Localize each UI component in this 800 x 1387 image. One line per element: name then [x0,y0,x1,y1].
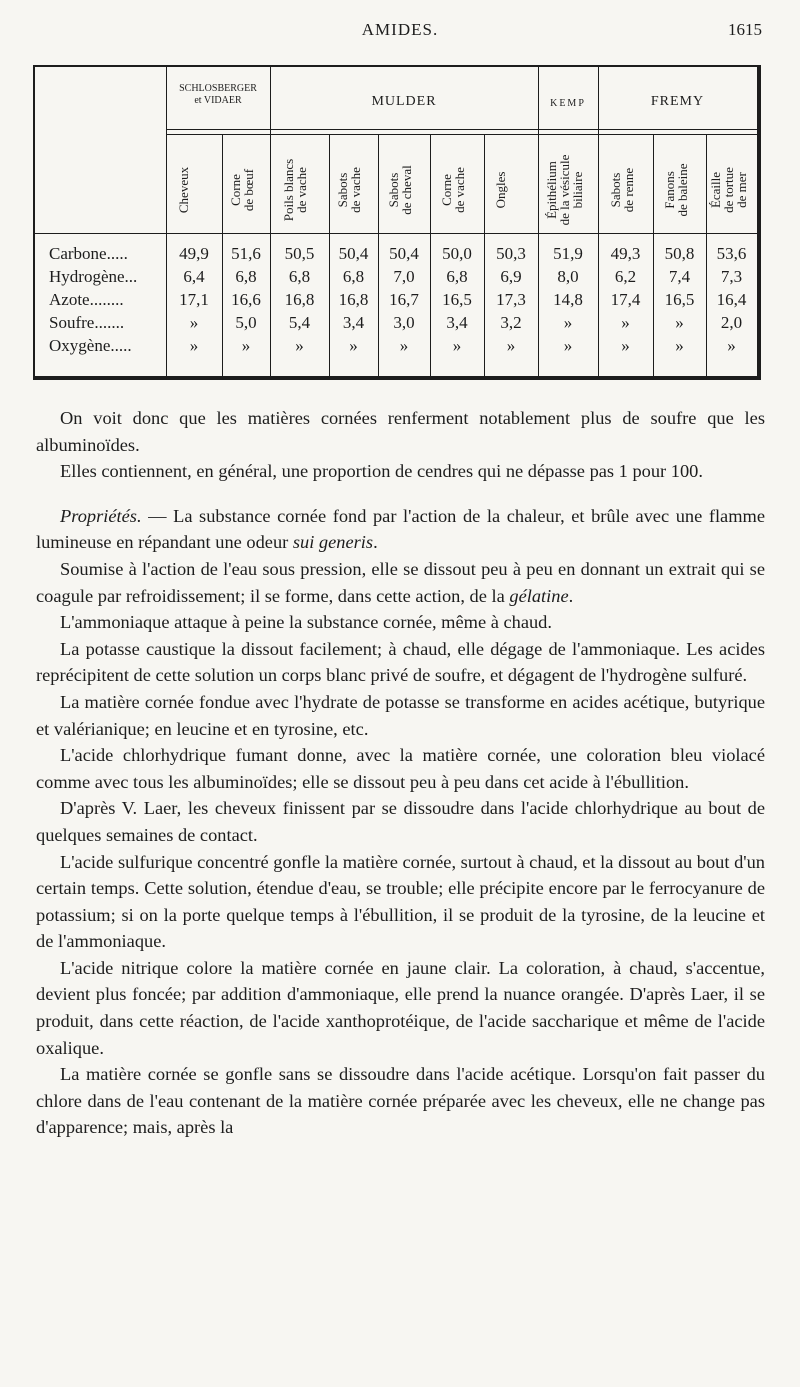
table-cell: 3,2 [500,313,522,332]
col-header-cheveux: Cheveux [176,166,191,214]
table-cell: 53,6 [716,244,747,263]
col-header-fanons-baleine: Fanons de baleine [662,163,690,217]
table-cell: » [727,336,736,355]
table-cell: » [621,313,630,332]
table-cell: 6,9 [500,267,522,286]
table-cell: 50,0 [442,244,472,263]
table-cell: 16,5 [664,290,695,309]
table-cell: 6,2 [614,267,637,286]
table-cell: » [295,336,304,355]
table-cell: » [399,336,409,355]
group-mulder: MULDER [371,94,437,109]
table-cell: 50,8 [664,244,695,263]
group-kemp: KEMP [550,98,586,109]
paragraph: Soumise à l'action de l'eau sous pression, elle se dissout peu à peu en donnant un extrait qui se coagule par refroidissement; il se forme, dans cette action, de la gélatine. [36,558,765,606]
paragraph: L'acide nitrique colore la matière cornée en jaune clair. La coloration, à chaud, s'accentue, devient plus foncée; par addition d'ammoniaque, elle prend la nuance orangée. D'après Laer, il se produit, dans cette réaction, de l'acide xanthoprotéique, de l'acide saccharique et même de l'acide oxalique. [36,957,765,1058]
table-cell: » [189,336,199,355]
paragraph: On voit donc que les matières cornées renferment notablement plus de soufre que les albuminoïdes. [36,408,765,455]
table-cell: 8,0 [557,267,579,286]
paragraph: D'après V. Laer, les cheveux finissent par se dissoudre dans l'acide chlorhydrique au bout de quelques semaines de contact. [36,798,765,845]
running-header-title: AMIDES. [361,20,439,39]
table-cell: 16,5 [442,290,472,309]
group-schlosberger-vidaer: SCHLOSBERGER et VIDAER [179,83,257,106]
paragraph-proprietes: Propriétés. — La substance cornée fond par l'action de la chaleur, et brûle avec une flamme lumineuse en répandant une odeur sui generis. [36,505,765,553]
table-cell: » [349,336,358,355]
table-cell: 49,9 [179,244,209,263]
row-label-soufre: Soufre....... [49,313,125,332]
body-text [36,405,765,1141]
table-cell: 3,4 [446,313,468,332]
table-cell: 6,8 [446,267,468,286]
table-cell: 17,1 [179,290,209,309]
col-header-poils-blancs: Poils blancs de vache [281,158,309,222]
table-cell: » [563,336,573,355]
col-header-ecaille-tortue: Écaille de tortue de mer [708,167,749,213]
table-cell: » [189,313,199,332]
table-cell: 5,4 [288,313,311,332]
table-cell: 50,5 [284,244,315,263]
table-cell: 51,6 [231,244,261,263]
col-header-corne-vache: Corne de vache [439,167,467,213]
table-cell: 50,3 [496,244,526,263]
table-cell: 5,0 [235,313,257,332]
table-cell: » [241,336,251,355]
table-cell: 7,4 [668,267,691,286]
row-label-hydrogene: Hydrogène... [49,267,138,286]
table-cell: 3,4 [342,313,365,332]
paragraph: La matière cornée se gonfle sans se dissoudre dans l'acide acétique. Lorsqu'on fait passer du chlore dans de l'eau contenant de la matière cornée préparée avec les cheveux, elle ne change pas d'apparence; mais, après la [36,1064,765,1138]
table-cell: 16,8 [284,290,315,309]
table-cell: » [621,336,630,355]
col-header-sabots-renne: Sabots de renne [608,167,636,213]
row-label-carbone: Carbone..... [49,244,128,263]
table-cell: » [675,336,684,355]
table-cell: 7,3 [720,267,743,286]
table-cell: 16,4 [716,290,747,309]
table-cell: » [452,336,462,355]
table-cell: 2,0 [720,313,743,332]
table-cell: » [506,336,516,355]
col-header-corne-boeuf: Corne de bœuf [228,168,256,212]
table-cell: 17,4 [610,290,641,309]
composition-table [33,65,761,380]
paragraph: La potasse caustique la dissout facilement; à chaud, elle dégage de l'ammoniaque. Les acides reprécipitent de cette solution un corps blanc privé de soufre, et dégagent de l'hydrogène sulfuré. [36,638,765,686]
table-cell: 6,4 [183,267,205,286]
col-header-sabots-vache: Sabots de vache [335,167,363,213]
paragraph: L'acide sulfurique concentré gonfle la matière cornée, surtout à chaud, et la dissout au bout d'un certain temps. Cette solution, étendue d'eau, se trouble; elle précipite encore par le ferrocyanure de potassium; si on la porte quelque temps à l'ébullition, il se produit de la tyrosine, de la leucine et de l'ammoniaque. [36,851,765,952]
row-label-azote: Azote........ [49,290,124,309]
table-cell: » [675,313,684,332]
paragraph: L'acide chlorhydrique fumant donne, avec la matière cornée, une coloration bleu violacé comme avec tous les albuminoïdes; elle se dissout peu à peu dans cet acide à l'ébullition. [36,745,765,792]
col-header-ongles: Ongles [493,171,508,209]
table-cell: » [563,313,573,332]
paragraph: La matière cornée fondue avec l'hydrate de potasse se transforme en acides acétique, butyrique et valérianique; en leucine et en tyrosine, etc. [36,691,765,739]
table-cell: 50,4 [389,244,419,263]
table-cell: 6,8 [342,267,365,286]
row-label-oxygene: Oxygène..... [49,336,132,355]
table-cell: 14,8 [553,290,583,309]
page-number: 1615 [728,20,762,39]
section-title: Propriétés. [60,505,142,526]
table-cell: 16,6 [231,290,261,309]
table-cell: 6,8 [288,267,311,286]
table-cell: 51,9 [553,244,583,263]
table-cell: 7,0 [393,267,415,286]
table-cell: 3,0 [393,313,415,332]
group-fremy: FREMY [650,94,705,109]
table-cell: 50,4 [338,244,369,263]
table-cell: 16,8 [338,290,369,309]
table-cell: 16,7 [389,290,419,309]
table-cell: 49,3 [610,244,641,263]
paragraph: Elles contiennent, en général, une proportion de cendres qui ne dépasse pas 1 pour 100. [60,461,703,482]
col-header-epithelium: Épithélium de la vésicule biliaire [544,154,585,226]
table-cell: 6,8 [235,267,257,286]
table-cell: 17,3 [496,290,526,309]
col-header-sabots-cheval: Sabots de cheval [386,165,414,215]
paragraph: L'ammoniaque attaque à peine la substance cornée, même à chaud. [60,612,552,633]
